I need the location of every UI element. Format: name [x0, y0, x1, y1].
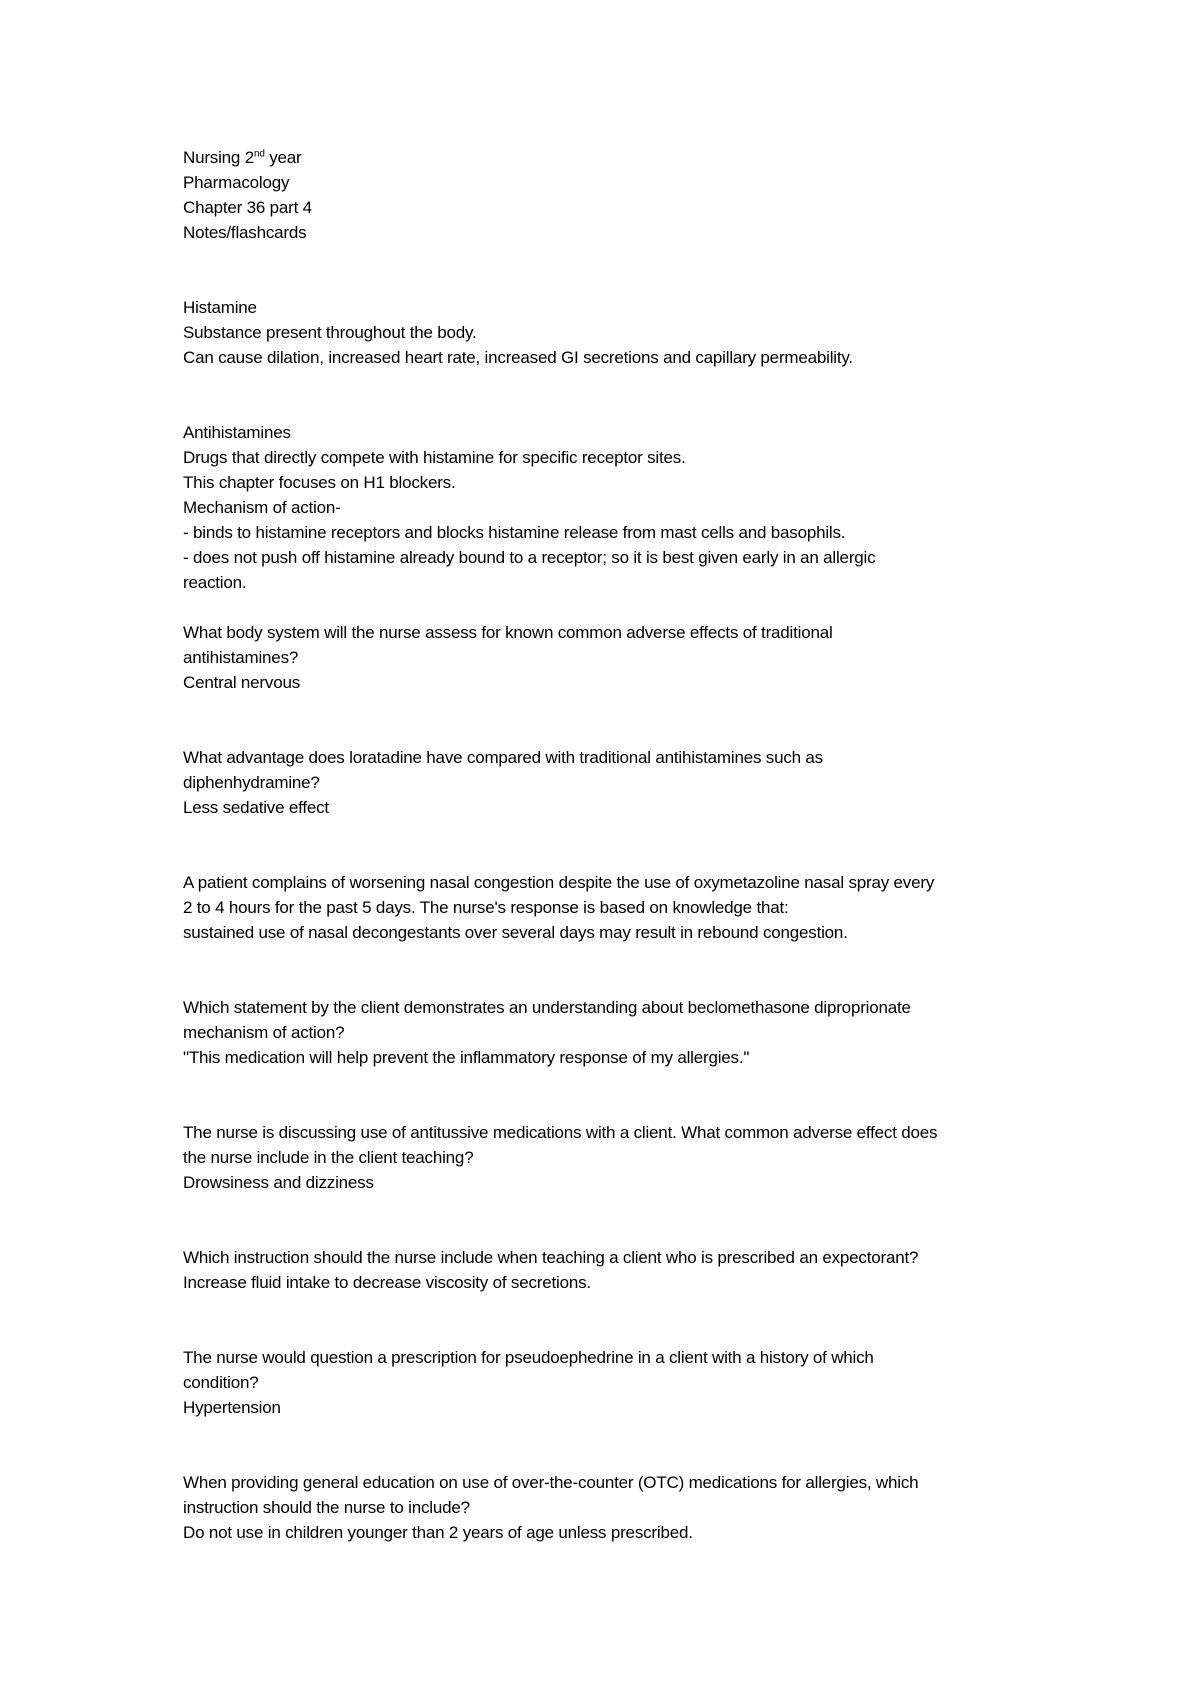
- answer-line: Increase fluid intake to decrease viscosity of secretions.: [183, 1273, 591, 1292]
- question-line: A patient complains of worsening nasal congestion despite the use of oxymetazoline nasal spray every: [183, 873, 935, 892]
- header-course-line: [183, 145, 1063, 170]
- spacer: [183, 370, 1063, 420]
- header-subject: Pharmacology: [183, 173, 290, 192]
- question-line: mechanism of action?: [183, 1023, 345, 1042]
- antihistamines-line: Drugs that directly compete with histamine for specific receptor sites.: [183, 448, 686, 467]
- histamine-title: Histamine: [183, 298, 257, 317]
- spacer: [183, 1070, 1063, 1120]
- spacer: [183, 595, 1063, 620]
- document-body: [183, 145, 1063, 1545]
- question-line: Which statement by the client demonstrates an understanding about beclomethasone diproprionate: [183, 998, 911, 1017]
- antihistamines-line: This chapter focuses on H1 blockers.: [183, 473, 456, 492]
- spacer: [183, 695, 1063, 745]
- question-line: the nurse include in the client teaching?: [183, 1148, 474, 1167]
- answer-line: sustained use of nasal decongestants over several days may result in rebound congestion.: [183, 923, 848, 942]
- answer-line: Central nervous: [183, 673, 301, 692]
- question-line: What advantage does loratadine have compared with traditional antihistamines such as: [183, 748, 823, 767]
- antihistamines-line: reaction.: [183, 573, 247, 592]
- answer-line: Do not use in children younger than 2 years of age unless prescribed.: [183, 1523, 693, 1542]
- spacer: [183, 820, 1063, 870]
- question-line: condition?: [183, 1373, 259, 1392]
- header-chapter: Chapter 36 part 4: [183, 198, 312, 217]
- question-line: antihistamines?: [183, 648, 299, 667]
- spacer: [183, 945, 1063, 995]
- question-line: Which instruction should the nurse include when teaching a client who is prescribed an expectorant?: [183, 1248, 919, 1267]
- antihistamines-line: Mechanism of action-: [183, 498, 341, 517]
- answer-line: Drowsiness and dizziness: [183, 1173, 374, 1192]
- question-line: What body system will the nurse assess for known common adverse effects of traditional: [183, 623, 833, 642]
- antihistamines-title: Antihistamines: [183, 423, 291, 442]
- answer-line: Less sedative effect: [183, 798, 329, 817]
- header-course-ordinal: nd: [253, 148, 265, 160]
- antihistamines-line: - binds to histamine receptors and blocks histamine release from mast cells and basophils.: [183, 523, 846, 542]
- answer-line: "This medication will help prevent the inflammatory response of my allergies.": [183, 1048, 750, 1067]
- spacer: [183, 1195, 1063, 1245]
- antihistamines-line: - does not push off histamine already bound to a receptor; so it is best given early in an allergic: [183, 548, 876, 567]
- spacer: [183, 1295, 1063, 1345]
- header-course-prefix: Nursing 2: [183, 148, 254, 167]
- answer-line: Hypertension: [183, 1398, 281, 1417]
- header-course-suffix: year: [264, 148, 302, 167]
- question-line: The nurse is discussing use of antitussive medications with a client. What common adverse effect does: [183, 1123, 938, 1142]
- question-line: instruction should the nurse to include?: [183, 1498, 470, 1517]
- spacer: [183, 1420, 1063, 1470]
- histamine-line: Can cause dilation, increased heart rate, increased GI secretions and capillary permeability.: [183, 348, 853, 367]
- question-line: 2 to 4 hours for the past 5 days. The nurse's response is based on knowledge that:: [183, 898, 789, 917]
- histamine-line: Substance present throughout the body.: [183, 323, 477, 342]
- question-line: The nurse would question a prescription for pseudoephedrine in a client with a history of which: [183, 1348, 874, 1367]
- question-line: diphenhydramine?: [183, 773, 320, 792]
- spacer: [183, 245, 1063, 295]
- header-note-type: Notes/flashcards: [183, 223, 307, 242]
- question-line: When providing general education on use of over-the-counter (OTC) medications for allergies, which: [183, 1473, 919, 1492]
